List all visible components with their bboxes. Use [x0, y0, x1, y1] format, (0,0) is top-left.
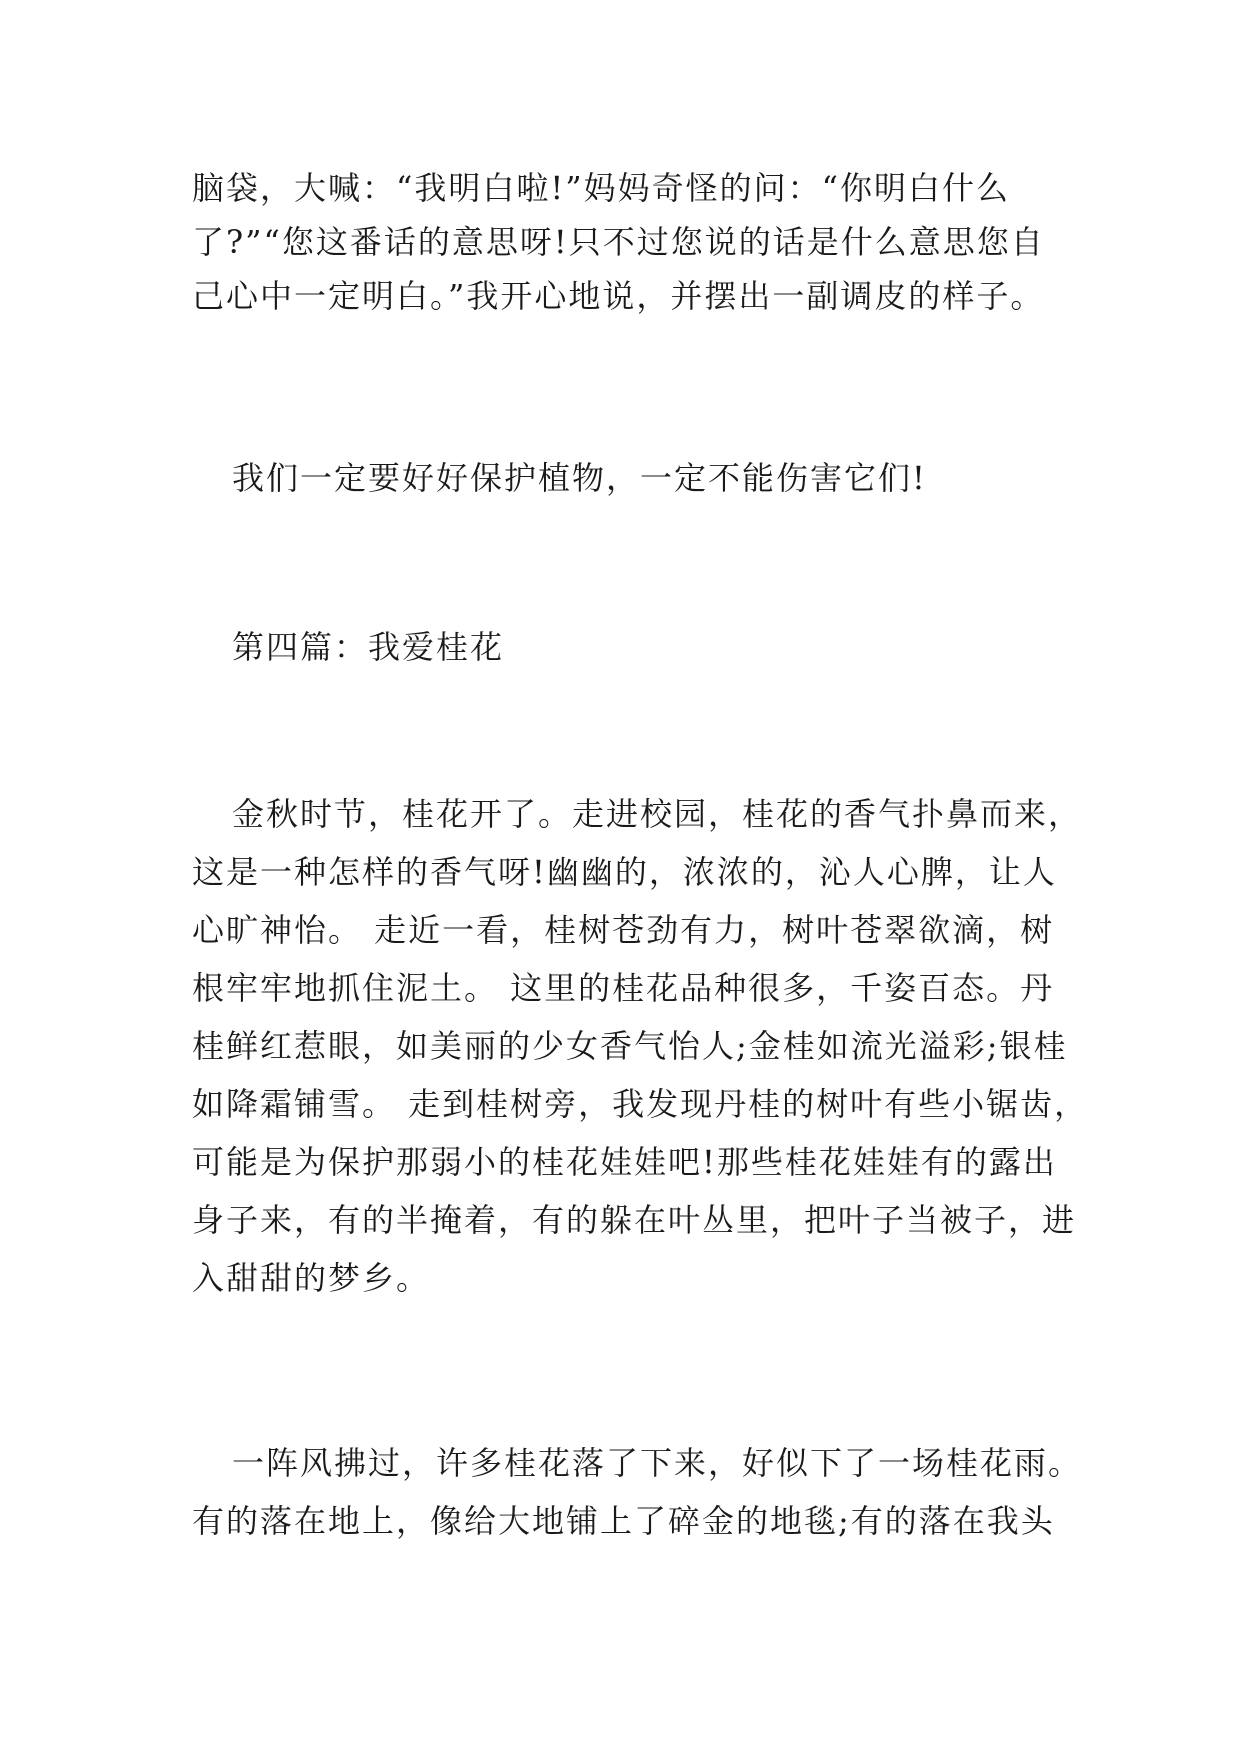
p3-line3: 心旷神怡。 走近一看，桂树苍劲有力，树叶苍翠欲滴，树 — [192, 911, 1055, 949]
p3-line9: 入甜甜的梦乡。 — [192, 1259, 431, 1297]
p3-line8: 身子来，有的半掩着，有的躲在叶丛里，把叶子当被子，进 — [192, 1201, 1077, 1239]
section-heading: 第四篇：我爱桂花 — [232, 628, 505, 666]
p2-line1: 我们一定要好好保护植物，一定不能伤害它们! — [232, 459, 927, 497]
p3-line5: 桂鲜红惹眼，如美丽的少女香气怡人;金桂如流光溢彩;银桂 — [192, 1027, 1068, 1065]
p1-line3: 己心中一定明白。”我开心地说，并摆出一副调皮的样子。 — [192, 277, 1045, 315]
p1-line1: 脑袋，大喊：“我明白啦!”妈妈奇怪的问：“你明白什么 — [192, 169, 1010, 207]
p3-line2: 这是一种怎样的香气呀!幽幽的，浓浓的，沁人心脾，让人 — [192, 853, 1057, 891]
p1-line2: 了?”“您这番话的意思呀!只不过您说的话是什么意思您自 — [192, 223, 1045, 261]
p3-line1: 金秋时节，桂花开了。走进校园，桂花的香气扑鼻而来， — [232, 795, 1083, 833]
p3-line6: 如降霜铺雪。 走到桂树旁，我发现丹桂的树叶有些小锯齿， — [192, 1085, 1089, 1123]
p3-line7: 可能是为保护那弱小的桂花娃娃吧!那些桂花娃娃有的露出 — [192, 1143, 1057, 1181]
p4-line2: 有的落在地上，像给大地铺上了碎金的地毯;有的落在我头 — [192, 1502, 1055, 1540]
p3-line4: 根牢牢地抓住泥土。 这里的桂花品种很多，千姿百态。丹 — [192, 969, 1055, 1007]
p4-line1: 一阵风拂过，许多桂花落了下来，好似下了一场桂花雨。 — [232, 1444, 1083, 1482]
